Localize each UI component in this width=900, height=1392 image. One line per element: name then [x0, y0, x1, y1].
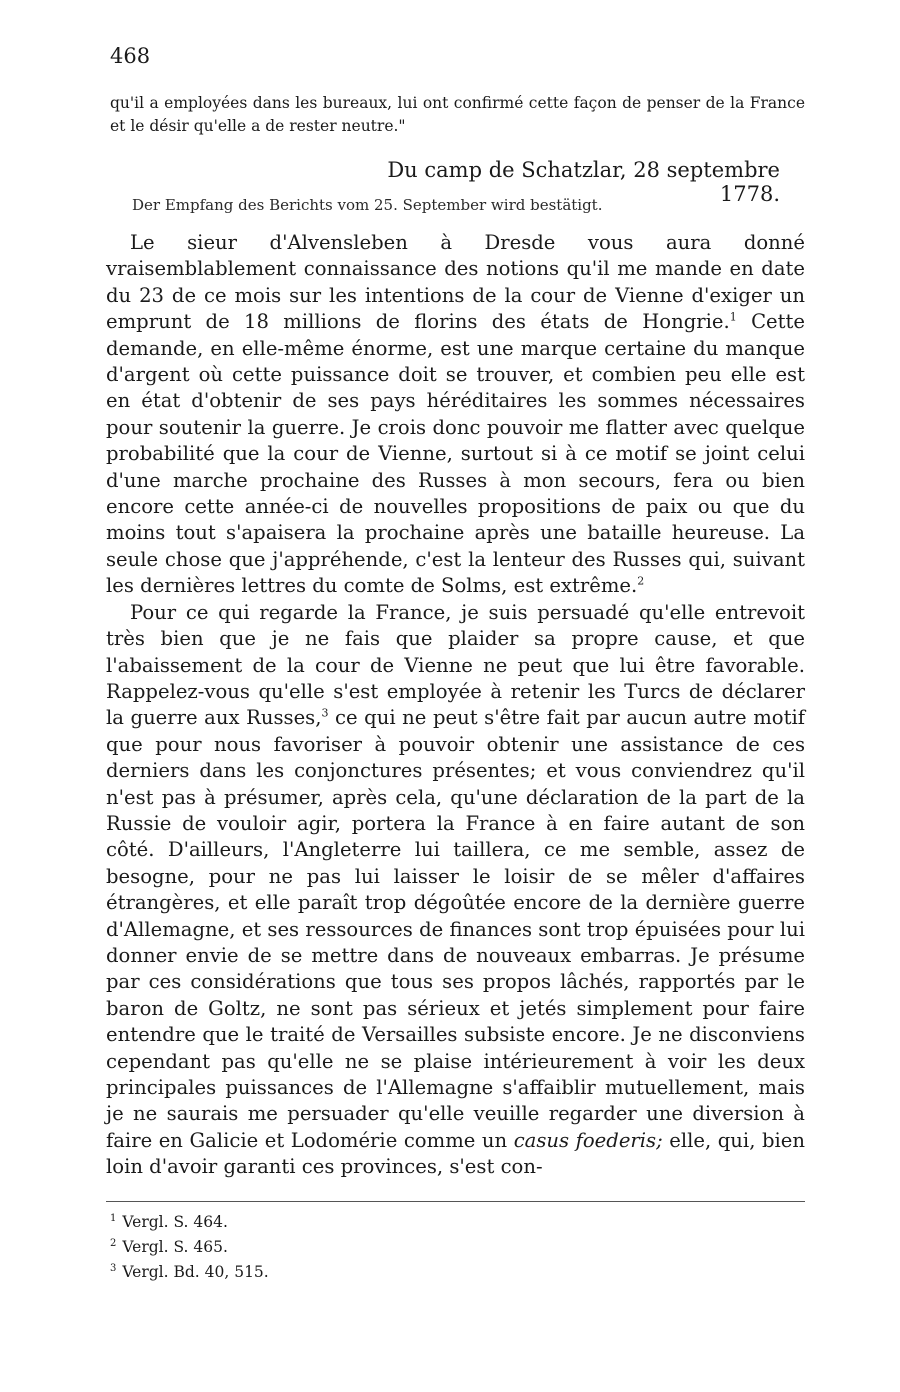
paragraph — [106, 600, 805, 1181]
footnote-mark: 3 — [110, 1263, 117, 1275]
footnote-text: Vergl. Bd. 40, 515. — [122, 1263, 269, 1282]
page-number: 468 — [110, 44, 151, 68]
footnote-ref: 3 — [321, 706, 329, 720]
footnote-ref: 2 — [637, 574, 645, 588]
footnote — [110, 1233, 269, 1258]
paragraph-text: Le sieur d'Alvensleben à Dresde vous aura donné vraisemblablement connaissance des notions qu'il me mande en date du 23 de ce mois sur les intentions de la cour de Vienne d'exiger un emprunt de 18 millions de florins des états de Hongrie. — [106, 231, 805, 334]
footnote-mark: 2 — [110, 1238, 117, 1250]
paragraph-text: ce qui ne peut s'être fait par aucun autre motif que pour nous favoriser à pouvoir obtenir une assistance de ces derniers dans les conjonctures présentes; et vous conviendrez qu'il n'est pas à présumer, après cela, qu'une déclaration de la part de la Russie de vouloir agir, portera la France à en faire autant de son côté. D'ailleurs, l'Angleterre lui taillera, ce me semble, assez de besogne, pour ne pas lui laisser le loisir de se mêler d'affaires étrangères, et elle paraît trop dégoûtée encore de la dernière guerre d'Allemagne, et ses ressources de finances sont trop épuisées pour lui donner envie de se mettre dans de nouveaux embarras. Je présume par ces considérations que tous ses propos lâchés, rapportés par le baron de Goltz, ne sont pas sérieux et jetés simplement pour faire entendre que le traité de Versailles subsiste encore. Je ne disconviens cependant pas qu'elle ne se plaise intérieurement à voir les deux principales puissances de l'Allemagne s'affaiblir mutuellement, mais je ne saurais me persuader qu'elle veuille regarder une diversion à faire en Galicie et Lodomérie comme un — [106, 706, 805, 1152]
paragraph — [106, 230, 805, 600]
footnote-rule — [106, 1201, 805, 1202]
footnote-text: Vergl. S. 464. — [122, 1213, 228, 1232]
paragraph-text: elle, qui, bien loin d'avoir garanti ces provinces, s'est con- — [106, 1128, 805, 1179]
footnote-ref: 1 — [729, 310, 737, 324]
footnote-mark: 1 — [110, 1213, 117, 1224]
footnotes — [110, 1208, 269, 1283]
paragraph-text: Cette demande, en elle-même énorme, est une marque certaine du manque d'argent où cette puissance doit se trouver, et combien peu elle est en état d'obtenir de ses pays héréditaires les sommes nécessaires pour soutenir la guerre. Je crois donc pouvoir me flatter avec quelque probabilité que la cour de Vienne, surtout si à ce motif se joint celui d'une marche prochaine des Russes à mon secours, fera ou bien encore cette année-ci de nouvelles propositions de paix ou que du moins tout s'apaisera la prochaine après une bataille heureuse. La seule chose que j'appréhende, c'est la lenteur des Russes qui, suivant les dernières lettres du comte de Solms, est extrême. — [106, 310, 805, 598]
letter-summary: Der Empfang des Berichts vom 25. September wird bestätigt. — [132, 196, 603, 214]
letter-body — [106, 230, 805, 1181]
footnote — [110, 1258, 269, 1283]
quote-tail: qu'il a employées dans les bureaux, lui ont confirmé cette façon de penser de la France et le désir qu'elle a de rester neutre." — [110, 94, 805, 135]
dateline: Du camp de Schatzlar, 28 septembre 1778. — [387, 158, 780, 206]
italic-phrase: casus foederis; — [513, 1128, 663, 1152]
paragraph-text: Pour ce qui regarde la France, je suis persuadé qu'elle entrevoit très bien que je ne fais que plaider sa propre cause, et que l'abaissement de la cour de Vienne ne peut que lui être favorable. Rappelez-vous qu'elle s'est employée à retenir les Turcs de déclarer la guerre aux Russes, — [106, 600, 805, 730]
footnote-text: Vergl. S. 465. — [122, 1238, 228, 1257]
footnote — [110, 1208, 269, 1233]
